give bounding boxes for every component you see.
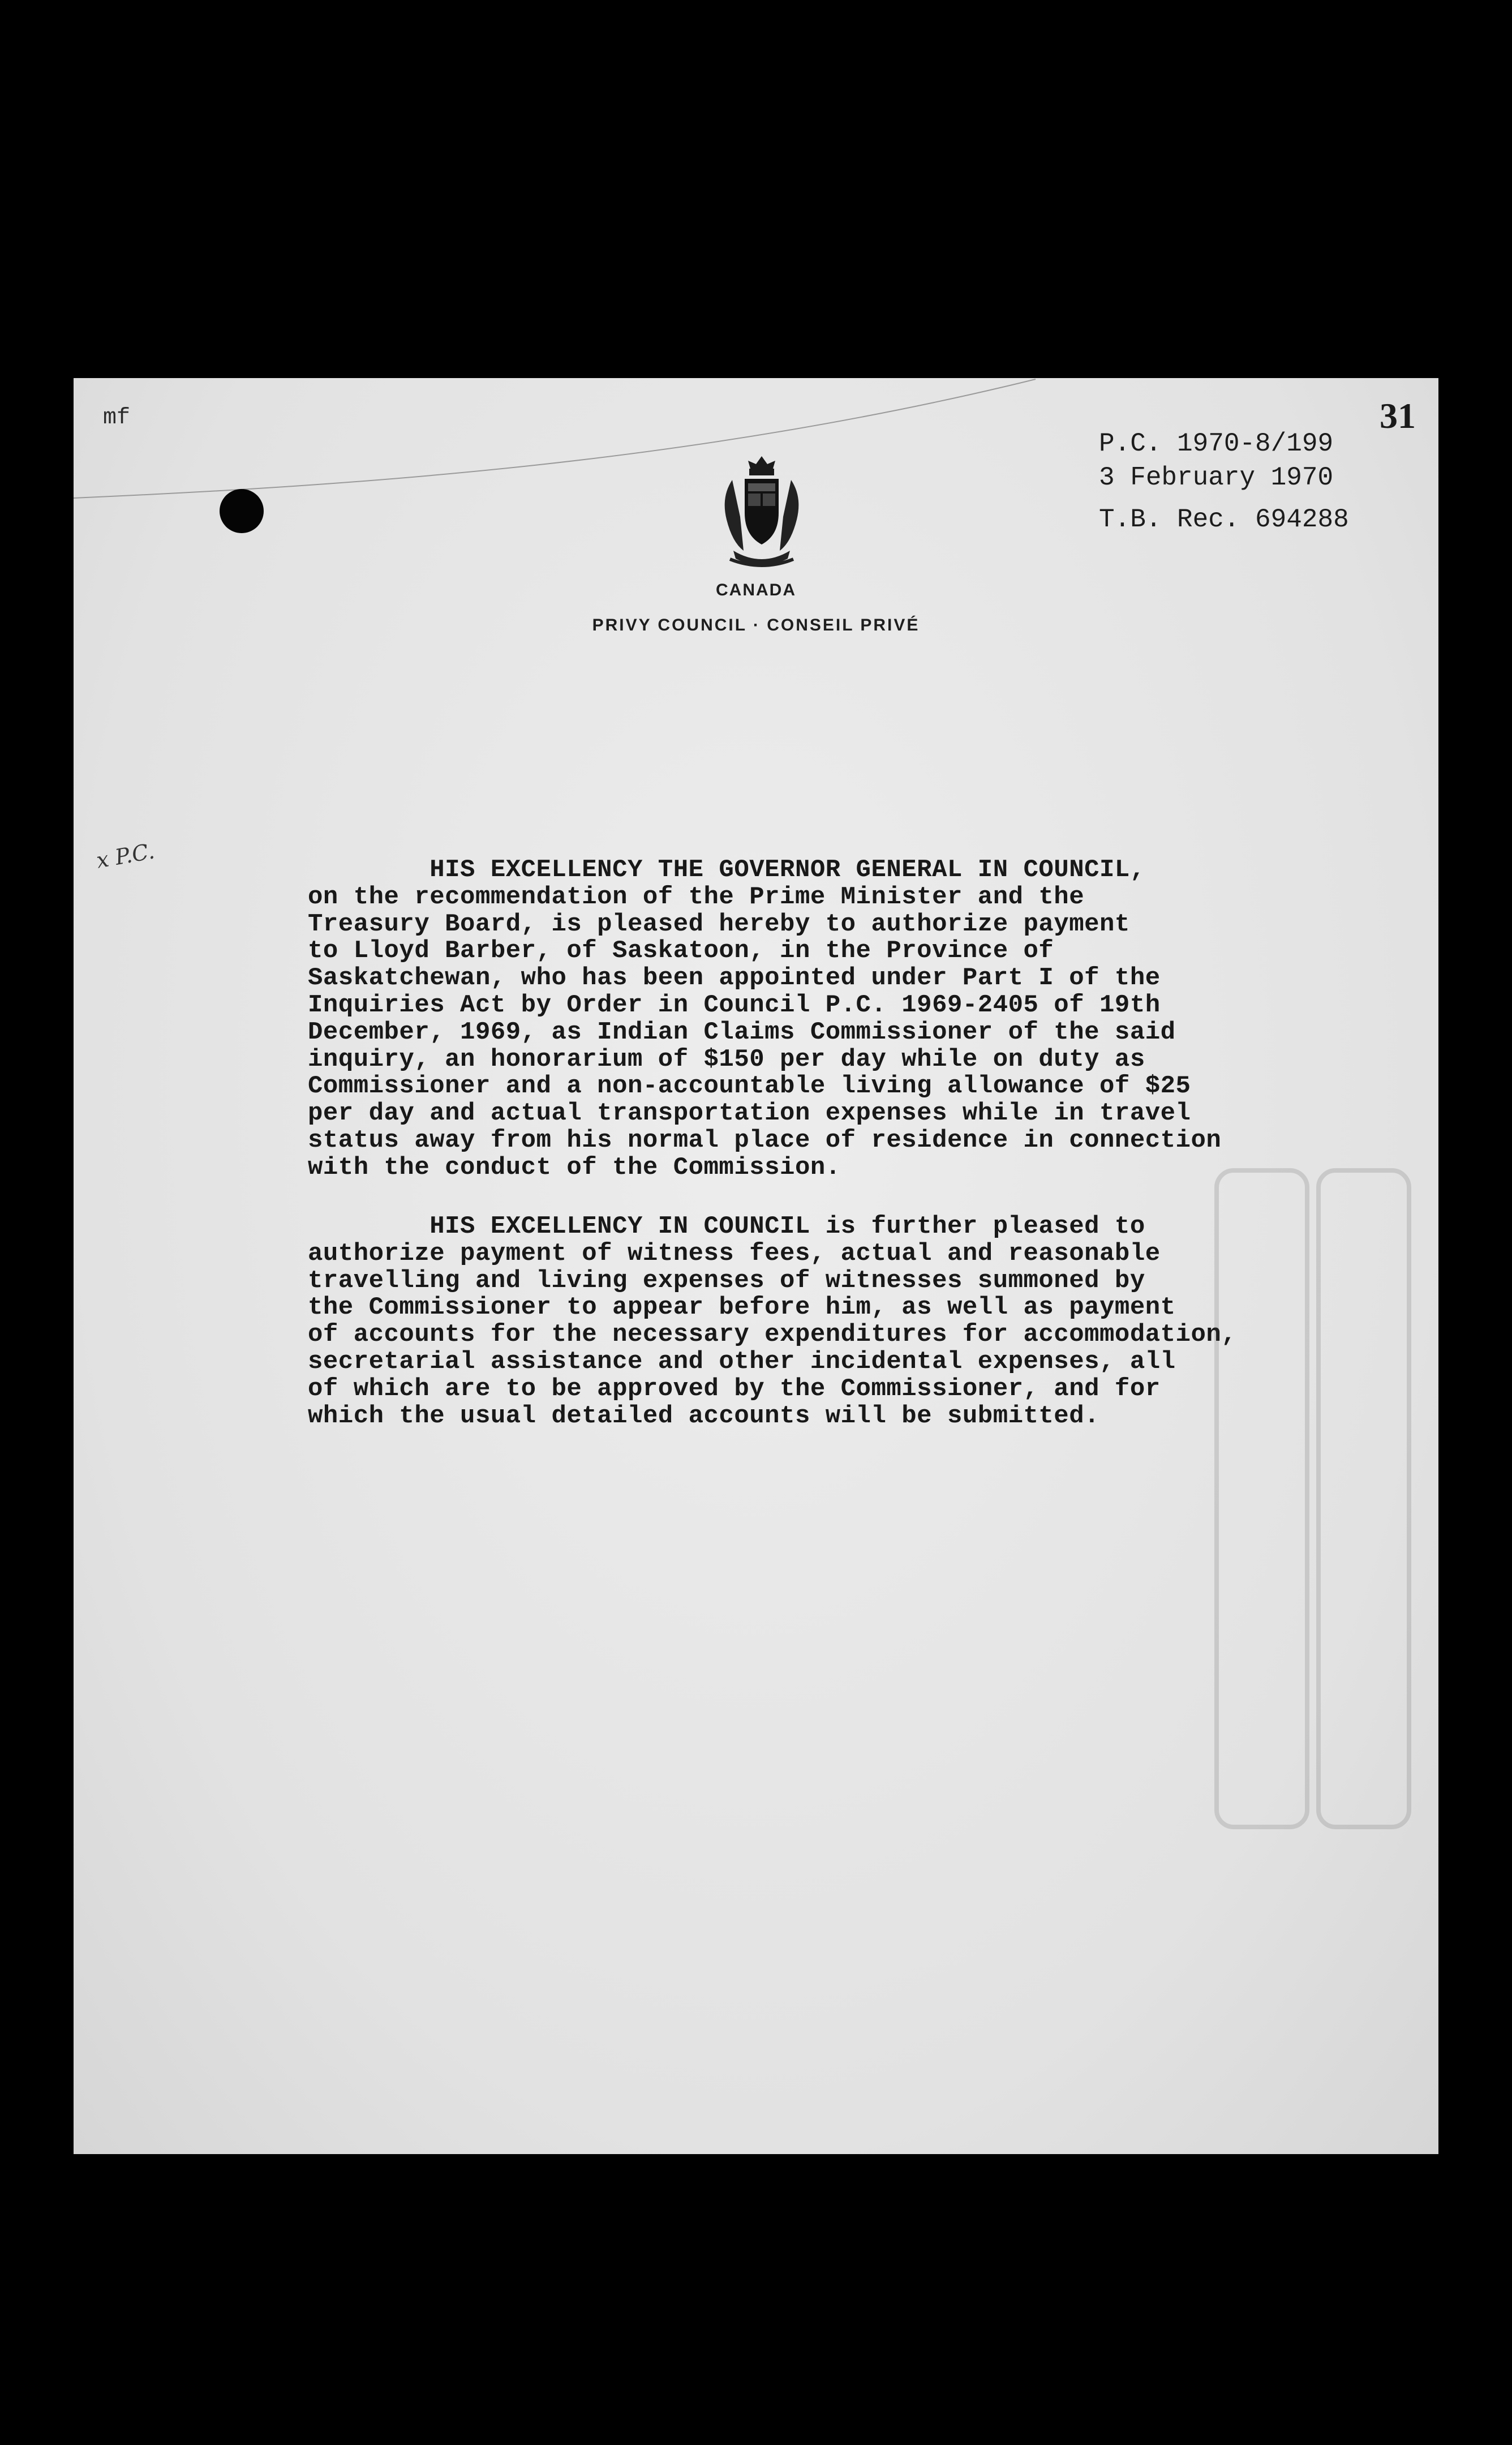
paragraph-1-line: Treasury Board, is pleased hereby to authorize payment <box>308 910 1130 938</box>
paragraph-2-line: which the usual detailed accounts will be submitted. <box>308 1401 1100 1430</box>
order-date: 3 February 1970 <box>1099 463 1334 492</box>
paragraph-1-line: on the recommendation of the Prime Minister and the <box>308 882 1085 911</box>
treasury-reference: T.B. Rec. 694288 <box>1099 505 1349 534</box>
typist-initials: mf <box>103 405 131 431</box>
reference-block <box>1099 427 1349 537</box>
paragraph-1-line: with the conduct of the Commission. <box>308 1153 841 1182</box>
punch-hole <box>220 489 264 533</box>
paragraph-1-line: HIS EXCELLENCY THE GOVERNOR GENERAL IN COUNCIL, <box>308 856 1145 884</box>
paragraph-1-line: status away from his normal place of residence in connection <box>308 1126 1222 1155</box>
paragraph-1-line: to Lloyd Barber, of Saskatoon, in the Province of <box>308 937 1054 966</box>
paragraph-2-line: the Commissioner to appear before him, as well as payment <box>308 1293 1176 1322</box>
paragraph-2-line: of which are to be approved by the Commissioner, and for <box>308 1374 1161 1403</box>
handwritten-margin-note: x P.C. <box>94 838 157 873</box>
coat-of-arms-icon <box>716 452 807 570</box>
order-number: P.C. 1970-8/199 <box>1099 429 1334 458</box>
paragraph-1-line: December, 1969, as Indian Claims Commissioner of the said <box>308 1018 1176 1046</box>
document-page <box>74 378 1438 2154</box>
paragraph-2-line: HIS EXCELLENCY IN COUNCIL is further pleased to <box>308 1212 1145 1241</box>
paragraph-1 <box>308 857 1383 1182</box>
paragraph-2-line: secretarial assistance and other incidental expenses, all <box>308 1347 1176 1376</box>
page-number: 31 <box>1380 396 1416 436</box>
letterhead-council: PRIVY COUNCIL · CONSEIL PRIVÉ <box>592 616 920 634</box>
paragraph-1-line: Saskatchewan, who has been appointed under Part I of the <box>308 964 1161 993</box>
watermark-stamp <box>1205 1159 1420 1838</box>
paragraph-1-line: Commissioner and a non-accountable living allowance of $25 <box>308 1072 1191 1101</box>
letterhead-country: CANADA <box>716 581 796 599</box>
paragraph-2-line: of accounts for the necessary expenditures for accommodation, <box>308 1320 1237 1349</box>
paragraph-1-line: inquiry, an honorarium of $150 per day while on duty as <box>308 1045 1145 1074</box>
paragraph-1-line: Inquiries Act by Order in Council P.C. 1969-2405 of 19th <box>308 990 1161 1019</box>
paragraph-1-line: per day and actual transportation expenses while in travel <box>308 1099 1191 1128</box>
paragraph-2-line: authorize payment of witness fees, actual and reasonable <box>308 1239 1161 1268</box>
paragraph-2-line: travelling and living expenses of witnesses summoned by <box>308 1266 1145 1295</box>
